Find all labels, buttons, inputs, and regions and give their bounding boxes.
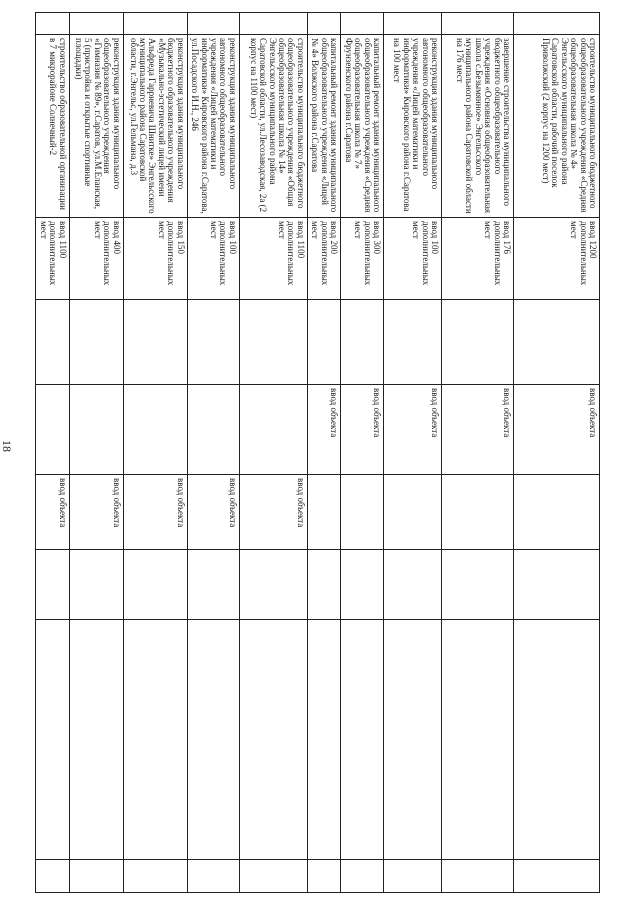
table-row <box>442 13 514 893</box>
year2-cell <box>514 475 600 550</box>
year2-cell-text: ввод объекта <box>57 478 68 528</box>
blank-cell <box>69 300 123 385</box>
year1-cell <box>239 385 307 475</box>
year1-cell <box>514 385 600 475</box>
table-row <box>307 13 340 893</box>
blank-cell <box>36 13 69 35</box>
data-table <box>35 12 600 893</box>
blank-cell <box>123 13 187 35</box>
capacity-cell-text: ввод 300 дополнительных мест <box>353 221 382 286</box>
object-name-cell-text: капитальный ремонт здания муниципального общеобразовательного учреждения «Средняя общеобразовательная школа № 7» Фрунзенского района г.Саратова <box>343 38 382 213</box>
year1-cell <box>341 385 384 475</box>
year3-cell <box>384 550 442 620</box>
year3-cell <box>307 550 340 620</box>
object-name-cell <box>239 35 307 218</box>
year2-cell <box>341 475 384 550</box>
year4-cell <box>187 620 239 860</box>
table-row <box>239 13 307 893</box>
year1-cell <box>187 385 239 475</box>
capacity-cell <box>69 218 123 300</box>
blank-cell <box>341 13 384 35</box>
blank-cell <box>123 300 187 385</box>
object-name-cell <box>187 35 239 218</box>
blank-cell <box>239 300 307 385</box>
blank-cell <box>514 13 600 35</box>
year5-cell <box>239 860 307 893</box>
table-row <box>384 13 442 893</box>
year4-cell <box>36 620 69 860</box>
year1-cell-text: ввод объекта <box>588 388 598 438</box>
table-row <box>36 13 69 893</box>
year1-cell <box>384 385 442 475</box>
capacity-cell-text: ввод 100 дополнительных мест <box>411 221 440 286</box>
capacity-cell <box>442 218 514 300</box>
capacity-cell-text: ввод 100 дополнительных мест <box>209 221 238 286</box>
year1-cell-text: ввод объекта <box>430 388 440 438</box>
rotated-table-region <box>38 12 600 892</box>
capacity-cell <box>187 218 239 300</box>
object-name-cell-text: строительство образовательной организации в 7 микрорайоне Солнечный-2 <box>48 38 68 210</box>
object-name-cell <box>69 35 123 218</box>
year3-cell <box>36 550 69 620</box>
year4-cell <box>341 620 384 860</box>
object-name-cell <box>442 35 514 218</box>
table-row <box>69 13 123 893</box>
page-number: 18 <box>0 440 14 452</box>
object-name-cell-text: строительство муниципального бюджетного общеобразовательного учреждения «Средняя общеобразовательная школа № 4» Энгельсского муниципального района Саратовской области, рабочий поселок Приволжский (2 корпус на 1200 мест) <box>540 38 598 213</box>
year5-cell <box>36 860 69 893</box>
year5-cell <box>123 860 187 893</box>
table-row <box>123 13 187 893</box>
capacity-cell-text: ввод 1100 дополнительных мест <box>277 221 306 286</box>
object-name-cell-text: строительство муниципального бюджетного общеобразовательного учреждения «Общая общеобразовательная школа № 14» Энгельсского муниципального района Саратовской области, ул.Лесозаводская, 2а (2 корпус на 1100 мест) <box>248 38 306 213</box>
object-name-cell <box>341 35 384 218</box>
year2-cell-text: ввод объекта <box>295 478 306 528</box>
year4-cell <box>442 620 514 860</box>
year2-cell <box>442 475 514 550</box>
object-name-cell-text: капитальный ремонт здания муниципального общеобразовательного учреждения «Лицей № 4» Волжского района г.Саратова <box>310 38 340 213</box>
year2-cell <box>187 475 239 550</box>
blank-cell <box>442 13 514 35</box>
year2-cell <box>69 475 123 550</box>
year1-cell-text: ввод объекта <box>502 388 512 438</box>
year4-cell <box>69 620 123 860</box>
object-name-cell <box>307 35 340 218</box>
capacity-cell-text: ввод 150 дополнительных мест <box>156 221 186 286</box>
year2-cell <box>36 475 69 550</box>
year1-cell <box>442 385 514 475</box>
capacity-cell <box>307 218 340 300</box>
year2-cell <box>123 475 187 550</box>
year3-cell <box>442 550 514 620</box>
blank-cell <box>307 13 340 35</box>
object-name-cell-text: завершение строительства муниципального бюджетного общеобразовательного учреждения «Основная общеобразовательная школа с.Безымянное» Энгельсского муниципального района Саратовской области на 176 мест <box>454 38 512 214</box>
year1-cell <box>307 385 340 475</box>
blank-cell <box>307 300 340 385</box>
year3-cell <box>69 550 123 620</box>
year4-cell <box>384 620 442 860</box>
blank-cell <box>69 13 123 35</box>
year5-cell <box>341 860 384 893</box>
object-name-cell-text: реконструкция здания муниципального бюджетного образовательного учреждения «Музыкально-эстетический лицей имени Альфреда Гарриевича Шнитке» Энгельсского муниципального района Саратовской области, г.Энгельс, ул.Гельмана, д.3 <box>128 38 186 214</box>
table-row <box>514 13 600 893</box>
table-row <box>187 13 239 893</box>
capacity-cell <box>123 218 187 300</box>
year2-cell-text: ввод объекта <box>175 478 186 528</box>
year1-cell <box>69 385 123 475</box>
year4-cell <box>307 620 340 860</box>
year3-cell <box>187 550 239 620</box>
year4-cell <box>123 620 187 860</box>
year2-cell <box>239 475 307 550</box>
object-name-cell-text: реконструкция здания муниципального общеобразовательного учреждения «Гимназия № 89», г.Саратов, ул.М.Еланская, 5 (пристройка и открытые спортивные площадки) <box>74 38 122 210</box>
year2-cell <box>307 475 340 550</box>
object-name-cell <box>123 35 187 218</box>
year5-cell <box>69 860 123 893</box>
object-name-cell-text: реконструкция здания муниципального автономного общеобразовательного учреждения «Лицей математики и информатики» Кировского района г.Саратова, ул.Посадского И.Н., 246 <box>190 38 238 214</box>
object-name-cell <box>384 35 442 218</box>
year4-cell <box>239 620 307 860</box>
year2-cell <box>384 475 442 550</box>
blank-cell <box>187 300 239 385</box>
year1-cell <box>123 385 187 475</box>
year5-cell <box>384 860 442 893</box>
year3-cell <box>341 550 384 620</box>
object-name-cell-text: реконструкция здания муниципального автономного общеобразовательного учреждения «Лицей математики и информатики» Кировского района г.Саратова на 100 мест <box>392 38 440 212</box>
year2-cell-text: ввод объекта <box>111 478 122 528</box>
year3-cell <box>123 550 187 620</box>
year5-cell <box>307 860 340 893</box>
blank-cell <box>384 13 442 35</box>
blank-cell <box>442 300 514 385</box>
table-row <box>341 13 384 893</box>
year5-cell <box>187 860 239 893</box>
year4-cell <box>514 620 600 860</box>
capacity-cell-text: ввод 1100 дополнительных мест <box>38 221 68 286</box>
capacity-cell-text: ввод 200 дополнительных мест <box>310 221 340 286</box>
year5-cell <box>514 860 600 893</box>
year1-cell-text: ввод объекта <box>372 388 382 438</box>
blank-cell <box>36 300 69 385</box>
year1-cell-text: ввод объекта <box>329 388 340 438</box>
object-name-cell <box>514 35 600 218</box>
capacity-cell <box>341 218 384 300</box>
year1-cell <box>36 385 69 475</box>
capacity-cell <box>514 218 600 300</box>
capacity-cell-text: ввод 400 дополнительных мест <box>92 221 122 286</box>
blank-cell <box>384 300 442 385</box>
year5-cell <box>442 860 514 893</box>
blank-cell <box>341 300 384 385</box>
blank-cell <box>514 300 600 385</box>
year3-cell <box>239 550 307 620</box>
capacity-cell-text: ввод 1200 дополнительных мест <box>569 221 598 286</box>
blank-cell <box>187 13 239 35</box>
year2-cell-text: ввод объекта <box>227 478 238 528</box>
capacity-cell <box>384 218 442 300</box>
capacity-cell-text: ввод 176 дополнительных мест <box>483 221 512 286</box>
year3-cell <box>514 550 600 620</box>
object-name-cell <box>36 35 69 218</box>
blank-cell <box>239 13 307 35</box>
capacity-cell <box>36 218 69 300</box>
capacity-cell <box>239 218 307 300</box>
